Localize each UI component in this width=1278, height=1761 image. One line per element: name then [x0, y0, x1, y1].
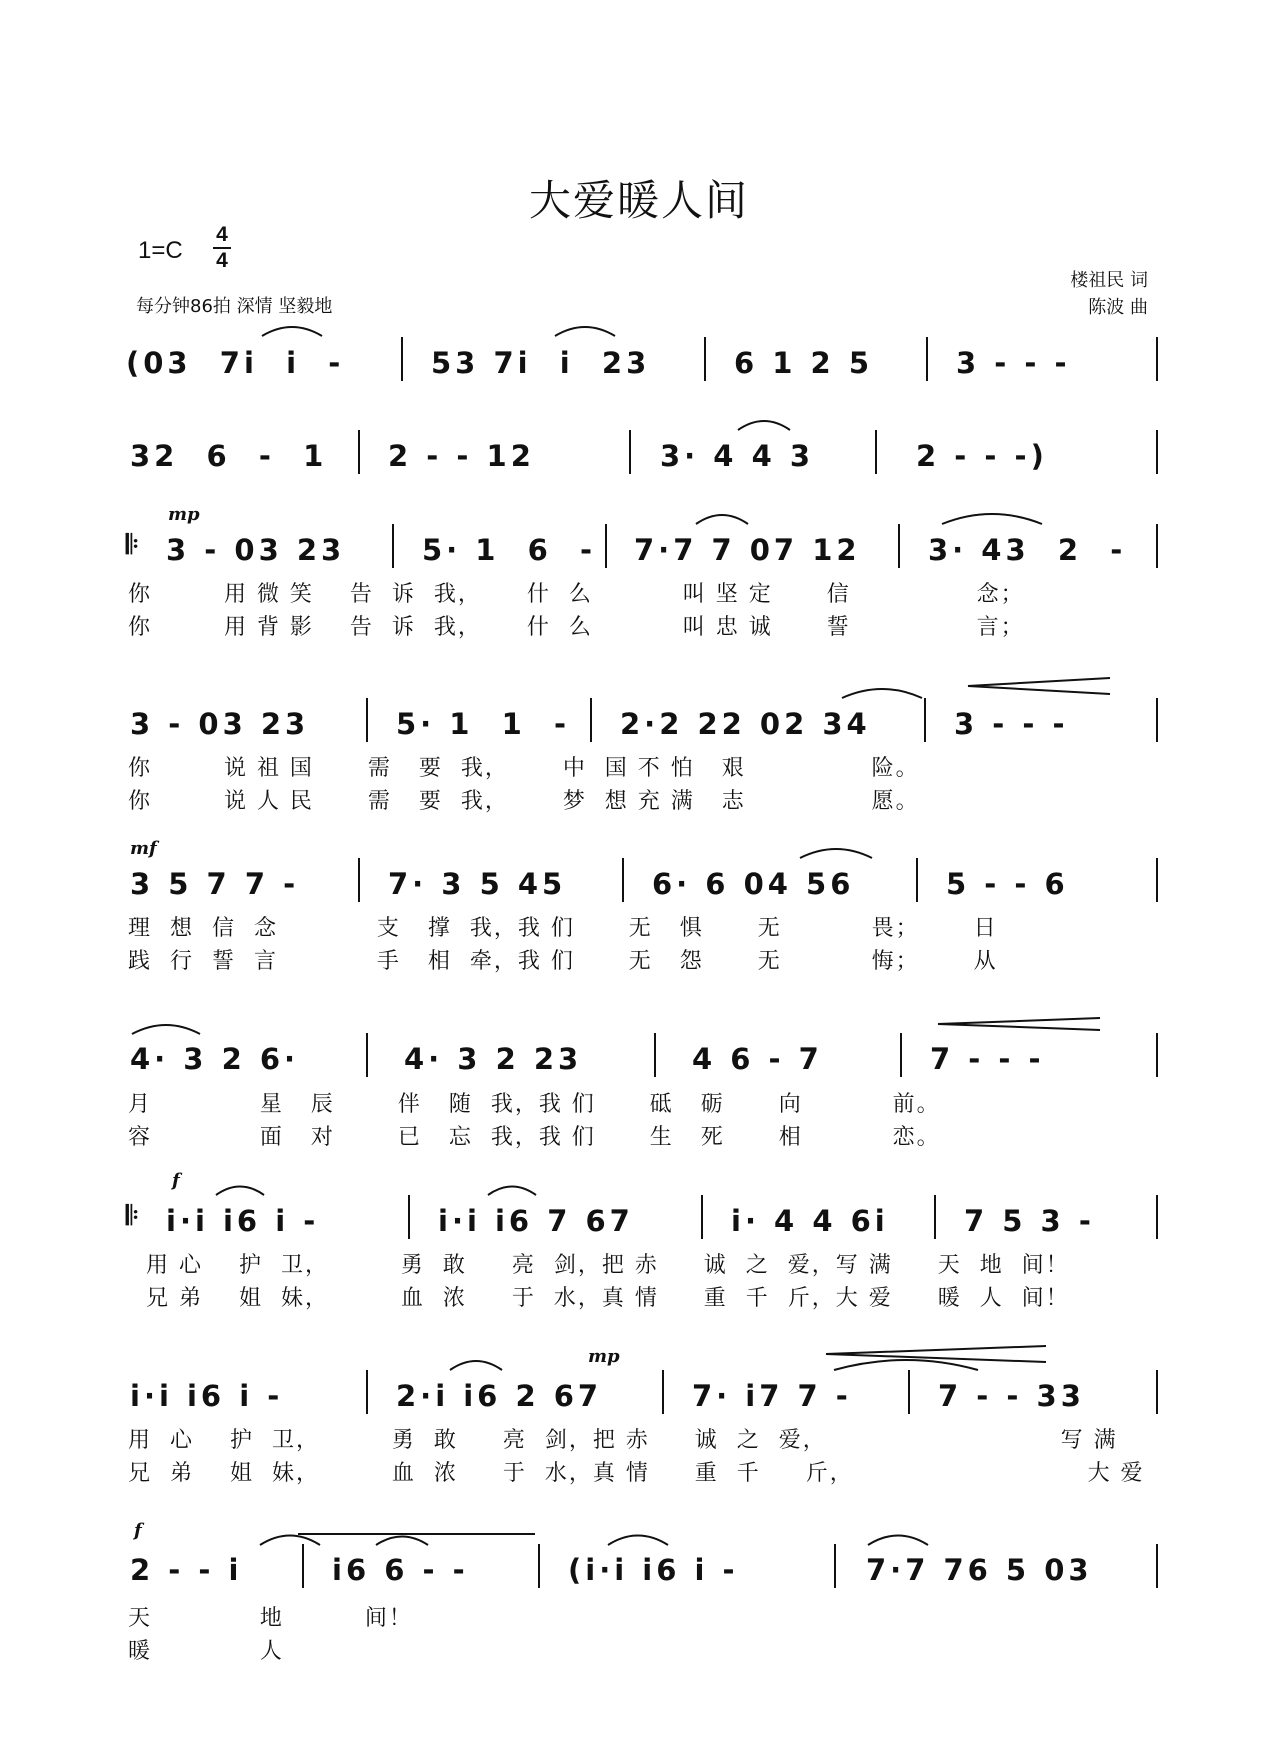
measure-7: 3· 4 4 3	[660, 439, 815, 473]
lyric-line-11: 用 心 护 卫， 勇 敢 亮 剑，把 赤 诚 之 爱， 写 满	[128, 1428, 1118, 1453]
measure-34: i6 6 - -	[332, 1553, 469, 1587]
song-title: 大爱暖人间	[528, 176, 749, 225]
measure-9: 3 - 03 23	[166, 533, 346, 567]
measure-25: i·i i6 i -	[166, 1204, 320, 1238]
measure-32: 7 - - 33	[938, 1379, 1085, 1413]
measure-28: 7 5 3 -	[964, 1204, 1095, 1238]
measure-3: 6 1 2 5	[734, 346, 874, 380]
lyric-line-6: 践 行 誓 言 手 相 牵，我 们 无 怨 无 悔； 从	[128, 949, 998, 974]
dynamic-mf: mf	[130, 838, 157, 859]
measure-23: 4 6 - 7	[692, 1042, 823, 1076]
repeat-start-sign: 𝄆	[126, 530, 139, 560]
measure-17: 3 5 7 7 -	[130, 867, 300, 901]
lyric-line-2: 你 用 背 影 告 诉 我， 什 么 叫 忠 诚 誓 言；	[128, 615, 1025, 640]
slur-mark	[868, 1536, 928, 1546]
measure-16: 3 - - -	[954, 707, 1069, 741]
dynamic-mp: mp	[168, 504, 200, 525]
slur-mark	[834, 1360, 978, 1370]
lyricist-credit: 楼祖民 词	[1070, 270, 1148, 291]
measure-5: 32 6 - 1	[130, 439, 328, 473]
measure-30: 2·i i6 2 67	[396, 1379, 603, 1413]
measure-18: 7· 3 5 45	[388, 867, 567, 901]
lyric-line-7: 月 星 辰 伴 随 我，我 们 砥 砺 向 前。	[128, 1092, 941, 1117]
measure-15: 2·2 22 02 34	[620, 707, 871, 741]
measure-21: 4· 3 2 6·	[130, 1042, 300, 1076]
measure-36: 7·7 76 5 03	[866, 1553, 1093, 1587]
dynamic-mp-2: mp	[588, 1346, 620, 1367]
measure-20: 5 - - 6	[946, 867, 1069, 901]
measure-24: 7 - - -	[930, 1042, 1045, 1076]
measure-1: (03 7i i -	[126, 346, 345, 380]
measure-22: 4· 3 2 23	[404, 1042, 583, 1076]
lyric-line-14: 暖 人	[128, 1639, 284, 1664]
measure-4: 3 - - -	[956, 346, 1071, 380]
key-signature: 1=C	[138, 237, 183, 264]
slur-mark	[450, 1361, 502, 1370]
slur-mark	[132, 1025, 200, 1034]
measure-19: 6· 6 04 56	[652, 867, 855, 901]
slur-mark	[376, 1537, 428, 1546]
lyric-line-5: 理 想 信 念 支 撑 我，我 们 无 惧 无 畏； 日	[128, 916, 998, 941]
measure-13: 3 - 03 23	[130, 707, 310, 741]
time-signature-bottom: 4	[216, 249, 228, 272]
measure-12: 3· 43 2 -	[928, 533, 1127, 567]
measure-35: (i·i i6 i -	[568, 1553, 739, 1587]
slur-mark	[488, 1187, 536, 1196]
slur-mark	[262, 327, 322, 336]
measure-14: 5· 1 1 -	[396, 707, 571, 741]
slur-mark	[555, 327, 615, 336]
crescendo-hairpin	[938, 1018, 1100, 1030]
lyric-line-1: 你 用 微 笑 告 诉 我， 什 么 叫 坚 定 信 念；	[128, 582, 1025, 607]
lyric-line-12: 兄 弟 姐 妹， 血 浓 于 水，真 情 重 千 斤， 大 爱	[128, 1461, 1145, 1486]
measure-29: i·i i6 i -	[130, 1379, 284, 1413]
lyric-line-10: 兄 弟 姐 妹， 血 浓 于 水，真 情 重 千 斤，大 爱 暖 人 间！	[128, 1286, 1070, 1311]
lyric-line-4: 你 说 人 民 需 要 我， 梦 想 充 满 志 愿。	[128, 789, 920, 814]
measure-2: 53 7i i 23	[431, 346, 651, 380]
slur-mark	[800, 849, 872, 858]
measure-11: 7·7 7 07 12	[634, 533, 861, 567]
measure-6: 2 - - 12	[388, 439, 535, 473]
composer-credit: 陈波 曲	[1088, 297, 1148, 318]
crescendo-hairpin	[826, 1346, 1046, 1362]
slur-mark	[696, 515, 748, 524]
slur-mark	[608, 1536, 668, 1546]
measure-27: i· 4 4 6i	[731, 1204, 889, 1238]
lyric-line-3: 你 说 祖 国 需 要 我， 中 国 不 怕 艰 险。	[128, 756, 920, 781]
slur-mark	[738, 421, 790, 430]
repeat-start-sign: 𝄆	[126, 1201, 139, 1231]
measure-26: i·i i6 7 67	[438, 1204, 634, 1238]
lyric-line-13: 天 地 间！	[128, 1606, 413, 1631]
slur-mark	[942, 514, 1042, 524]
lyric-line-9: 用 心 护 卫， 勇 敢 亮 剑，把 赤 诚 之 爱，写 满 天 地 间！	[128, 1253, 1070, 1278]
measure-10: 5· 1 6 -	[422, 533, 597, 567]
measure-31: 7· i7 7 -	[692, 1379, 852, 1413]
lyric-line-8: 容 面 对 已 忘 我，我 们 生 死 相 恋。	[128, 1125, 941, 1150]
measure-33: 2 - - i	[130, 1553, 243, 1587]
slur-mark	[260, 1536, 320, 1546]
dynamic-f-2: f	[134, 1520, 142, 1541]
measure-8: 2 - - -)	[916, 439, 1048, 473]
crescendo-hairpin	[968, 678, 1110, 694]
dynamic-f: f	[172, 1170, 180, 1191]
slur-mark	[842, 689, 922, 698]
slur-mark	[216, 1187, 264, 1196]
tempo-marking: 每分钟86拍 深情 坚毅地	[136, 296, 333, 317]
time-signature-top: 4	[216, 223, 228, 246]
